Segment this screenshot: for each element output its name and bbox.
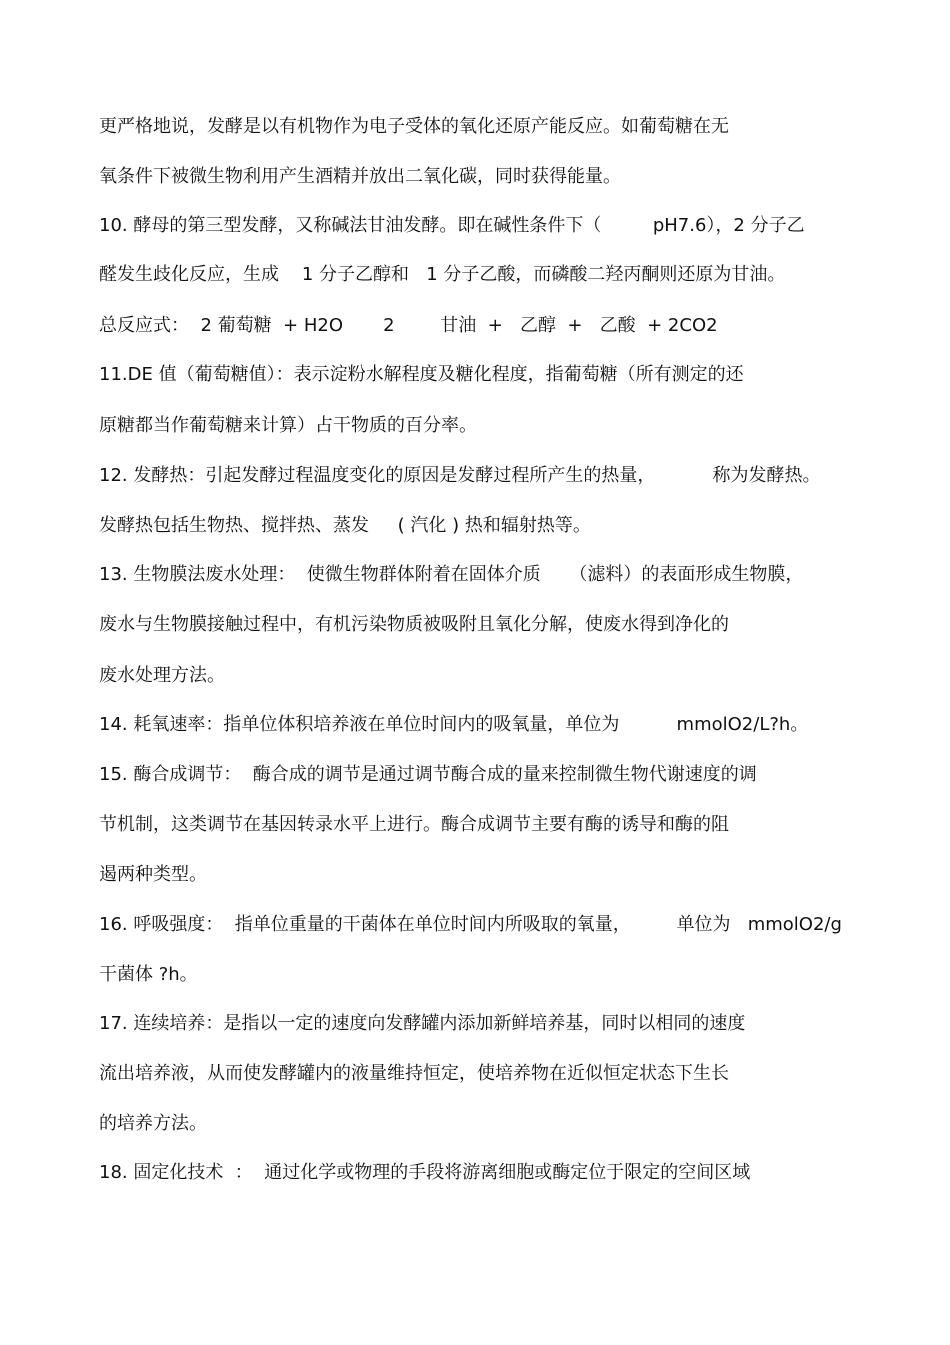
- text-line: 发酵热包括生物热、搅拌热、蒸发 ( 汽化 ) 热和辐射热等。: [99, 515, 591, 536]
- text-line: 干菌体 ?h。: [99, 964, 198, 985]
- text-line: 醛发生歧化反应，生成 1 分子乙醇和 1 分子乙酸，而磷酸二羟丙酮则还原为甘油。: [99, 264, 786, 285]
- text-line: 遏两种类型。: [99, 864, 207, 885]
- text-line: 废水处理方法。: [99, 665, 225, 686]
- text-line: 11.DE 值（葡萄糖值）：表示淀粉水解程度及糖化程度，指葡萄糖（所有测定的还: [99, 364, 744, 385]
- text-line: 18. 固定化技术 ： 通过化学或物理的手段将游离细胞或酶定位于限定的空间区域: [99, 1162, 751, 1183]
- text-line: 氧条件下被微生物利用产生酒精并放出二氧化碳，同时获得能量。: [99, 166, 621, 187]
- text-line: 10. 酵母的第三型发酵，又称碱法甘油发酵。即在碱性条件下（ pH7.6），2 分子乙: [99, 215, 805, 236]
- text-line: 节机制，这类调节在基因转录水平上进行。酶合成调节主要有酶的诱导和酶的阻: [99, 814, 729, 835]
- text-line: 更严格地说，发酵是以有机物作为电子受体的氧化还原产能反应。如葡萄糖在无: [99, 116, 729, 137]
- text-line: 废水与生物膜接触过程中，有机污染物质被吸附且氧化分解，使废水得到净化的: [99, 614, 729, 635]
- text-line: 的培养方法。: [99, 1113, 207, 1134]
- text-line: 14. 耗氧速率：指单位体积培养液在单位时间内的吸氧量，单位为 mmolO2/L?h。: [99, 714, 809, 735]
- text-line: 12. 发酵热：引起发酵过程温度变化的原因是发酵过程所产生的热量， 称为发酵热。: [99, 465, 821, 486]
- text-line: 15. 酶合成调节： 酶合成的调节是通过调节酶合成的量来控制微生物代谢速度的调: [99, 764, 757, 785]
- text-line: 16. 呼吸强度： 指单位重量的干菌体在单位时间内所吸取的氧量， 单位为 mmolO2/g: [99, 914, 842, 935]
- text-line: 流出培养液，从而使发酵罐内的液量维持恒定，使培养物在近似恒定状态下生长: [99, 1063, 729, 1084]
- text-line: 原糖都当作葡萄糖来计算）占干物质的百分率。: [99, 415, 477, 436]
- text-line: 17. 连续培养：是指以一定的速度向发酵罐内添加新鲜培养基，同时以相同的速度: [99, 1013, 746, 1034]
- text-line: 总反应式： 2 葡萄糖 + H2O 2 甘油 + 乙醇 + 乙酸 + 2CO2: [99, 315, 718, 336]
- text-line: 13. 生物膜法废水处理： 使微生物群体附着在固体介质 （滤料）的表面形成生物膜，: [99, 564, 804, 585]
